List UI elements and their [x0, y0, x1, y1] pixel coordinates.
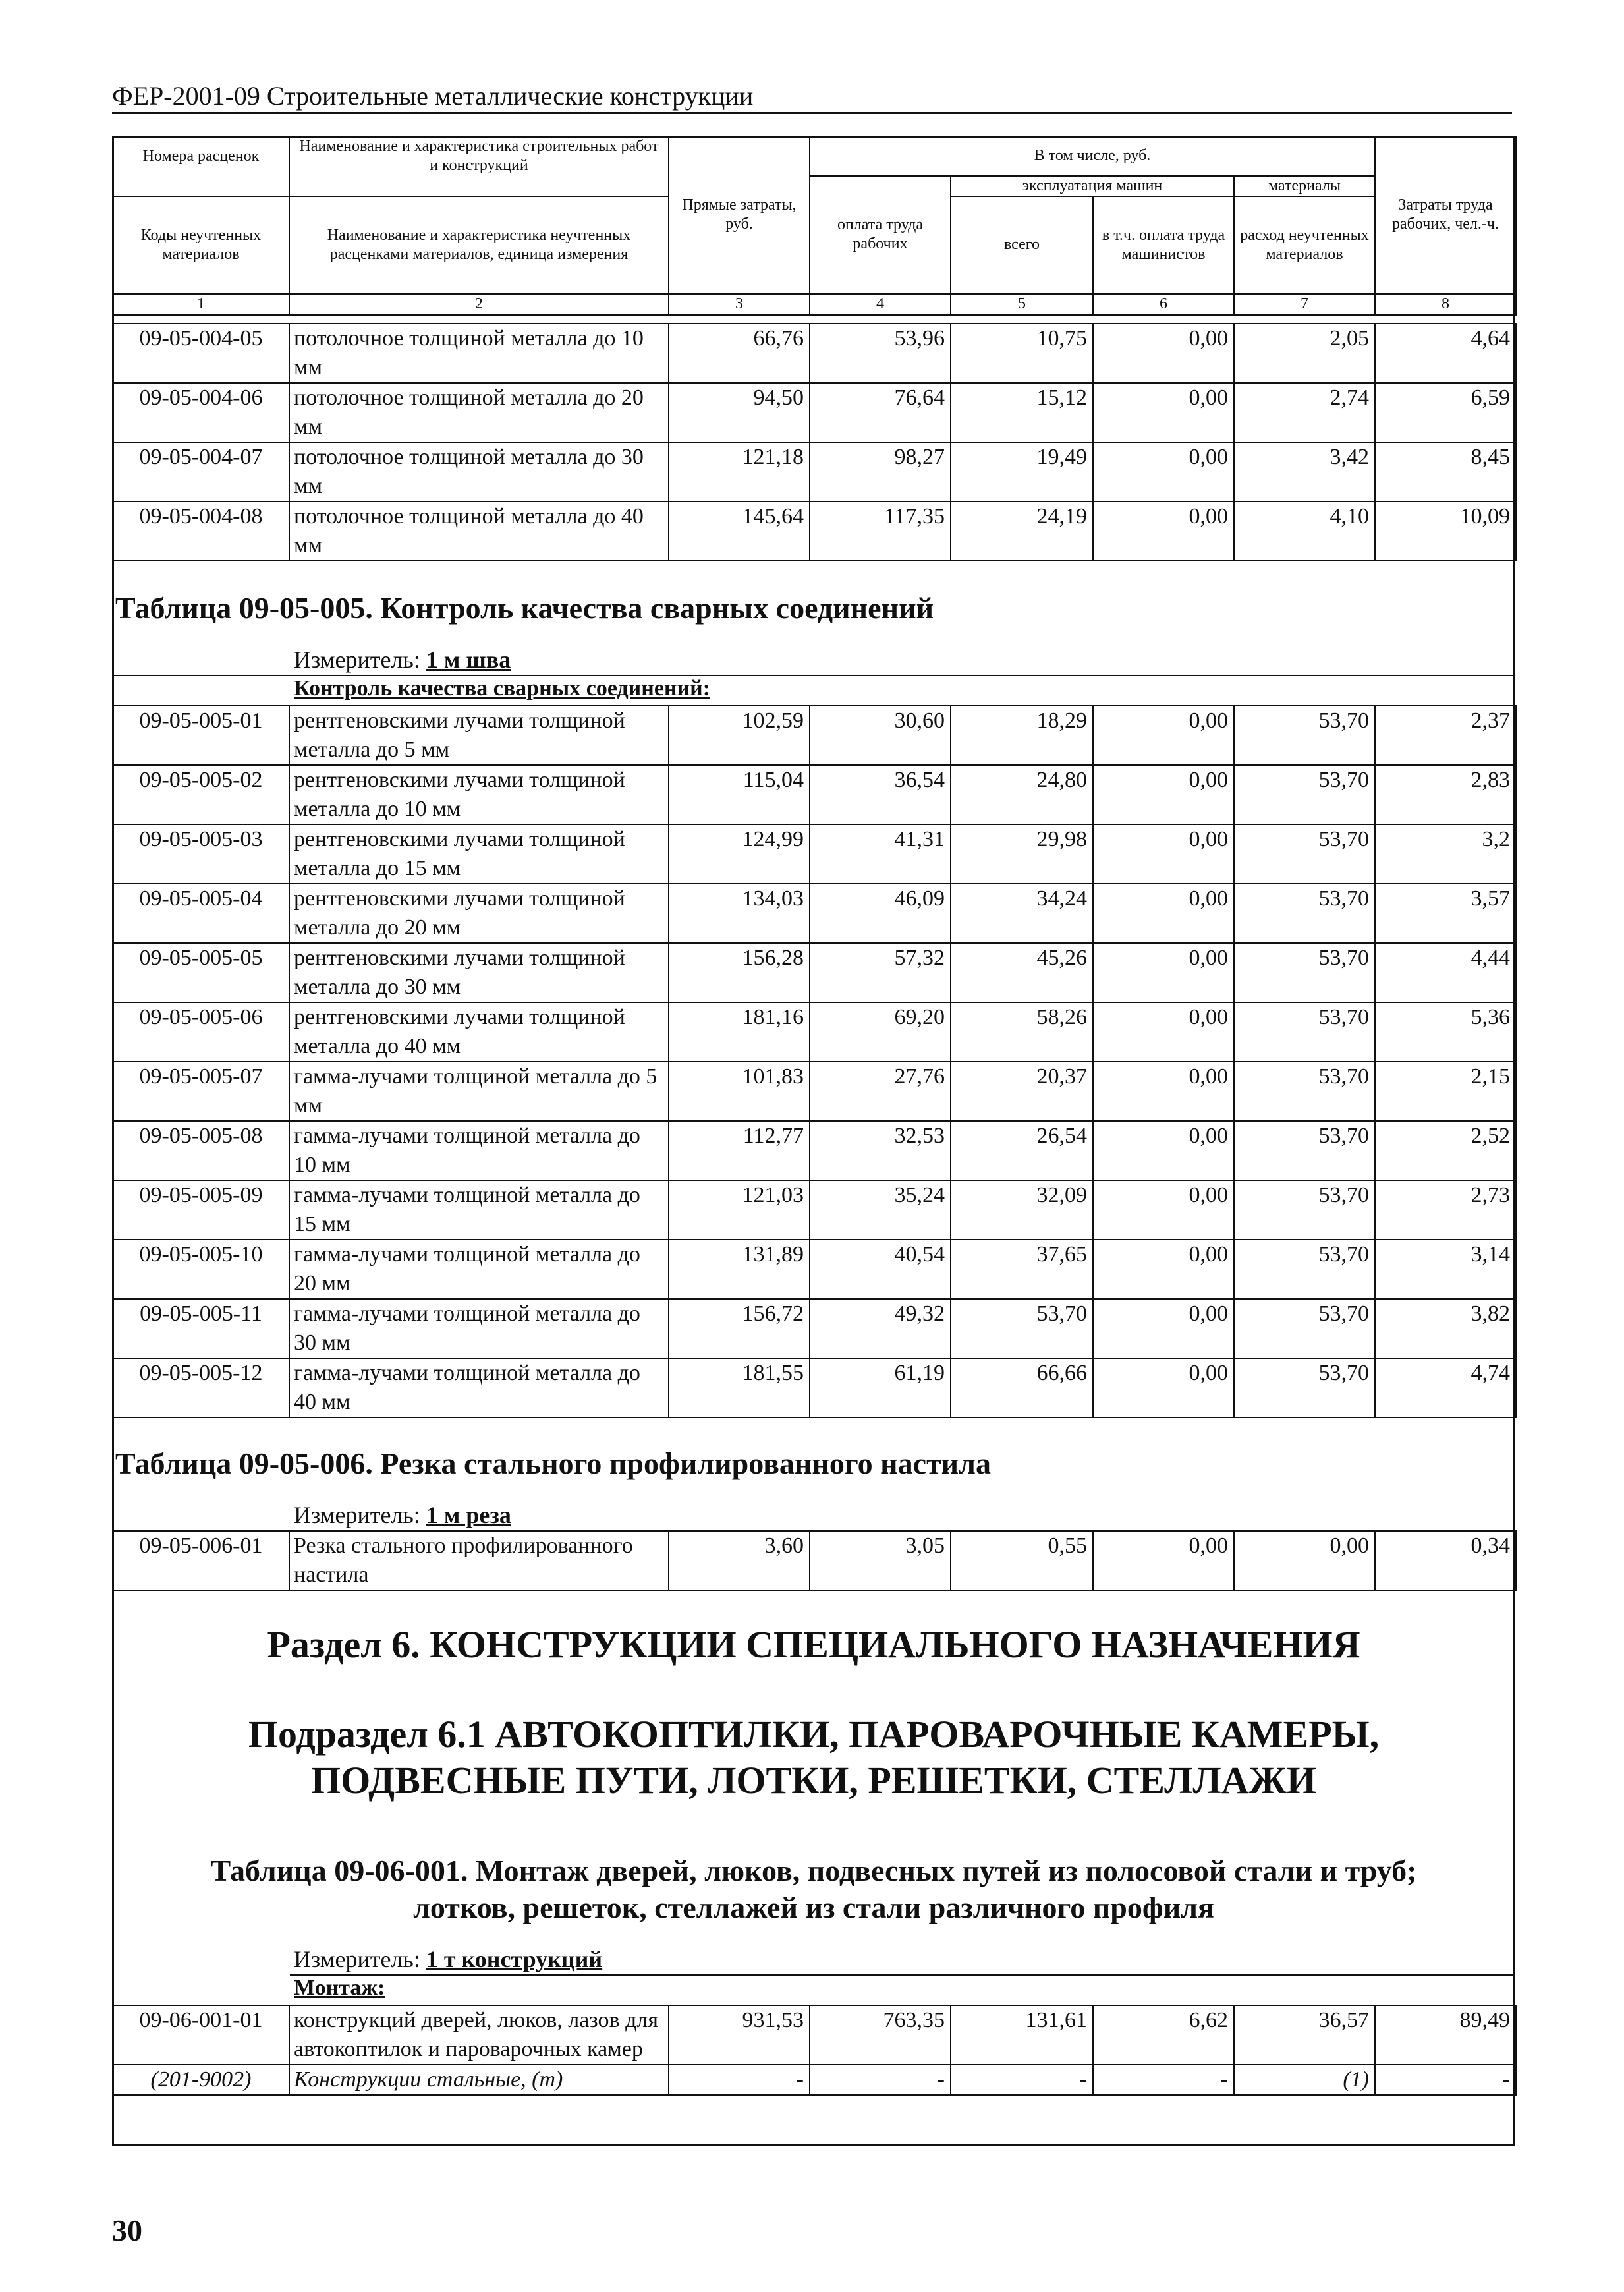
- row-machinist-pay: 0,00: [1093, 765, 1234, 824]
- row-worker-pay: 49,32: [810, 1299, 951, 1358]
- row-materials: 2,74: [1234, 383, 1375, 442]
- row-code: 09-05-006-01: [113, 1531, 289, 1590]
- row-machines-total: 18,29: [951, 706, 1093, 765]
- row-direct-cost: 121,03: [669, 1180, 810, 1240]
- row-machinist-pay: 0,00: [1093, 824, 1234, 884]
- row-name: потолочное толщиной металла до 30 мм: [289, 442, 669, 501]
- row-labor-hours: 89,49: [1375, 2005, 1516, 2065]
- row-labor-hours: 5,36: [1375, 1002, 1516, 1062]
- row-machinist-pay: 0,00: [1093, 943, 1234, 1002]
- row-labor-hours: 2,15: [1375, 1062, 1516, 1121]
- table-005-title: Таблица 09-05-005. Контроль качества сварных соединений: [115, 591, 934, 625]
- row-machinist-pay: 0,00: [1093, 1062, 1234, 1121]
- measure-label: Измеритель:: [294, 1946, 420, 1972]
- header-codes-bottom: Коды неучтенных материалов: [113, 196, 289, 294]
- row-code: 09-05-005-09: [113, 1180, 289, 1240]
- row-code: 09-05-004-05: [113, 324, 289, 383]
- row-materials: 53,70: [1234, 1002, 1375, 1062]
- table-005-group-label: Контроль качества сварных соединений:: [294, 676, 711, 701]
- row-worker-pay: 27,76: [810, 1062, 951, 1121]
- row-worker-pay: 40,54: [810, 1240, 951, 1299]
- row-name: гамма-лучами толщиной металла до 10 мм: [289, 1121, 669, 1180]
- row-materials: 2,05: [1234, 324, 1375, 383]
- row-machines-total: 24,80: [951, 765, 1093, 824]
- row-labor-hours: 3,2: [1375, 824, 1516, 884]
- row-labor-hours: 3,14: [1375, 1240, 1516, 1299]
- row-direct-cost: 66,76: [669, 324, 810, 383]
- row-machinist-pay: 0,00: [1093, 1180, 1234, 1240]
- row-name: рентгеновскими лучами толщиной металла до 15 мм: [289, 824, 669, 884]
- running-header: ФЕР-2001-09 Строительные металлические конструкции: [112, 81, 754, 111]
- measure-value: 1 м реза: [426, 1502, 511, 1528]
- material-c7: (1): [1234, 2065, 1375, 2095]
- row-machines-total: 15,12: [951, 383, 1093, 442]
- row-worker-pay: 763,35: [810, 2005, 951, 2065]
- row-labor-hours: 2,73: [1375, 1180, 1516, 1240]
- row-machines-total: 0,55: [951, 1531, 1093, 1590]
- row-machines-total: 34,24: [951, 884, 1093, 943]
- page-number: 30: [112, 2214, 142, 2247]
- row-materials: 53,70: [1234, 1240, 1375, 1299]
- row-labor-hours: 6,59: [1375, 383, 1516, 442]
- col-num: 8: [1375, 294, 1516, 315]
- page-frame: [112, 136, 1515, 2146]
- row-machinist-pay: 0,00: [1093, 1240, 1234, 1299]
- material-c8: -: [1375, 2065, 1516, 2095]
- material-c5: -: [951, 2065, 1093, 2095]
- subsection-title-line-1: Подраздел 6.1 АВТОКОПТИЛКИ, ПАРОВАРОЧНЫЕ КАМЕРЫ,: [248, 1713, 1380, 1756]
- row-worker-pay: 57,32: [810, 943, 951, 1002]
- row-materials: 53,70: [1234, 1121, 1375, 1180]
- row-direct-cost: 181,16: [669, 1002, 810, 1062]
- measure-label: Измеритель:: [294, 646, 420, 673]
- row-machines-total: 32,09: [951, 1180, 1093, 1240]
- measure-value: 1 т конструкций: [426, 1946, 603, 1972]
- row-materials: 53,70: [1234, 824, 1375, 884]
- header-codes-top: Номера расценок: [113, 136, 289, 176]
- row-machines-total: 37,65: [951, 1240, 1093, 1299]
- row-labor-hours: 4,74: [1375, 1358, 1516, 1418]
- row-materials: 36,57: [1234, 2005, 1375, 2065]
- material-code: (201-9002): [113, 2065, 289, 2095]
- header-materials: материалы: [1234, 176, 1375, 196]
- row-labor-hours: 2,52: [1375, 1121, 1516, 1180]
- row-worker-pay: 76,64: [810, 383, 951, 442]
- row-worker-pay: 35,24: [810, 1180, 951, 1240]
- row-machinist-pay: 0,00: [1093, 324, 1234, 383]
- row-worker-pay: 117,35: [810, 501, 951, 561]
- row-materials: 53,70: [1234, 765, 1375, 824]
- row-labor-hours: 8,45: [1375, 442, 1516, 501]
- header-name-bottom: Наименование и характеристика неучтенных расценками материалов, единица измерения: [289, 196, 669, 294]
- row-machines-total: 24,19: [951, 501, 1093, 561]
- row-worker-pay: 36,54: [810, 765, 951, 824]
- row-code: 09-05-005-07: [113, 1062, 289, 1121]
- row-materials: 53,70: [1234, 1299, 1375, 1358]
- row-machines-total: 29,98: [951, 824, 1093, 884]
- col-num: 3: [669, 294, 810, 315]
- row-machines-total: 20,37: [951, 1062, 1093, 1121]
- section-title: Раздел 6. КОНСТРУКЦИИ СПЕЦИАЛЬНОГО НАЗНАЧЕНИЯ: [267, 1623, 1360, 1666]
- row-machinist-pay: 0,00: [1093, 383, 1234, 442]
- table-601-group-label: Монтаж:: [294, 1976, 385, 2000]
- row-machinist-pay: 0,00: [1093, 884, 1234, 943]
- row-machinist-pay: 0,00: [1093, 1002, 1234, 1062]
- row-direct-cost: 131,89: [669, 1240, 810, 1299]
- row-direct-cost: 156,28: [669, 943, 810, 1002]
- row-name: потолочное толщиной металла до 10 мм: [289, 324, 669, 383]
- row-materials: 53,70: [1234, 706, 1375, 765]
- col-num: 1: [113, 294, 289, 315]
- row-name: гамма-лучами толщиной металла до 20 мм: [289, 1240, 669, 1299]
- row-machinist-pay: 0,00: [1093, 442, 1234, 501]
- row-machinist-pay: 0,00: [1093, 1531, 1234, 1590]
- row-direct-cost: 156,72: [669, 1299, 810, 1358]
- row-code: 09-05-005-04: [113, 884, 289, 943]
- row-direct-cost: 115,04: [669, 765, 810, 824]
- row-machinist-pay: 6,62: [1093, 2005, 1234, 2065]
- header-rule: [112, 112, 1512, 114]
- row-materials: 4,10: [1234, 501, 1375, 561]
- row-machines-total: 19,49: [951, 442, 1093, 501]
- col-num: 2: [289, 294, 669, 315]
- row-machinist-pay: 0,00: [1093, 1299, 1234, 1358]
- row-name: гамма-лучами толщиной металла до 15 мм: [289, 1180, 669, 1240]
- row-code: 09-05-005-11: [113, 1299, 289, 1358]
- row-code: 09-05-004-07: [113, 442, 289, 501]
- row-direct-cost: 112,77: [669, 1121, 810, 1180]
- row-name: рентгеновскими лучами толщиной металла до 40 мм: [289, 1002, 669, 1062]
- table-006-title: Таблица 09-05-006. Резка стального профилированного настила: [115, 1447, 991, 1480]
- row-name: рентгеновскими лучами толщиной металла до 5 мм: [289, 706, 669, 765]
- row-materials: 53,70: [1234, 943, 1375, 1002]
- row-machinist-pay: 0,00: [1093, 1358, 1234, 1418]
- header-worker-pay: оплата труда рабочих: [810, 176, 951, 294]
- row-name: конструкций дверей, люков, лазов для автокоптилок и пароварочных камер: [289, 2005, 669, 2065]
- row-materials: 53,70: [1234, 1358, 1375, 1418]
- col-num: 5: [951, 294, 1093, 315]
- row-labor-hours: 4,64: [1375, 324, 1516, 383]
- row-code: 09-05-004-08: [113, 501, 289, 561]
- header-name-top: Наименование и характеристика строительных работ и конструкций: [289, 136, 669, 176]
- row-machines-total: 66,66: [951, 1358, 1093, 1418]
- row-code: 09-05-005-10: [113, 1240, 289, 1299]
- row-code: 09-05-005-03: [113, 824, 289, 884]
- row-name: рентгеновскими лучами толщиной металла до 10 мм: [289, 765, 669, 824]
- row-materials: 53,70: [1234, 1062, 1375, 1121]
- col-num: 7: [1234, 294, 1375, 315]
- subsection-title-line-2: ПОДВЕСНЫЕ ПУТИ, ЛОТКИ, РЕШЕТКИ, СТЕЛЛАЖИ: [310, 1759, 1317, 1802]
- col-num: 4: [810, 294, 951, 315]
- row-direct-cost: 102,59: [669, 706, 810, 765]
- material-name: Конструкции стальные, (т): [289, 2065, 669, 2095]
- row-labor-hours: 3,57: [1375, 884, 1516, 943]
- row-code: 09-05-004-06: [113, 383, 289, 442]
- row-machines-total: 131,61: [951, 2005, 1093, 2065]
- row-labor-hours: 10,09: [1375, 501, 1516, 561]
- row-name: потолочное толщиной металла до 40 мм: [289, 501, 669, 561]
- row-direct-cost: 134,03: [669, 884, 810, 943]
- row-name: Резка стального профилированного настила: [289, 1531, 669, 1590]
- row-machinist-pay: 0,00: [1093, 706, 1234, 765]
- row-direct-cost: 101,83: [669, 1062, 810, 1121]
- row-worker-pay: 46,09: [810, 884, 951, 943]
- row-materials: 0,00: [1234, 1531, 1375, 1590]
- col-num: 6: [1093, 294, 1234, 315]
- material-c3: -: [669, 2065, 810, 2095]
- row-code: 09-05-005-08: [113, 1121, 289, 1180]
- measure-value: 1 м шва: [426, 646, 511, 673]
- row-machines-total: 26,54: [951, 1121, 1093, 1180]
- row-name: рентгеновскими лучами толщиной металла до 20 мм: [289, 884, 669, 943]
- material-c6: -: [1093, 2065, 1234, 2095]
- row-direct-cost: 121,18: [669, 442, 810, 501]
- row-labor-hours: 2,83: [1375, 765, 1516, 824]
- header-machines-total: всего: [951, 196, 1093, 294]
- row-code: 09-06-001-01: [113, 2005, 289, 2065]
- row-labor-hours: 4,44: [1375, 943, 1516, 1002]
- row-worker-pay: 32,53: [810, 1121, 951, 1180]
- row-code: 09-05-005-05: [113, 943, 289, 1002]
- row-machinist-pay: 0,00: [1093, 1121, 1234, 1180]
- row-labor-hours: 0,34: [1375, 1531, 1516, 1590]
- measure-label: Измеритель:: [294, 1502, 420, 1528]
- row-worker-pay: 41,31: [810, 824, 951, 884]
- header-machines: эксплуатация машин: [951, 176, 1234, 196]
- header-materials-usage: расход неучтенных материалов: [1234, 196, 1375, 294]
- row-machines-total: 58,26: [951, 1002, 1093, 1062]
- row-name: гамма-лучами толщиной металла до 40 мм: [289, 1358, 669, 1418]
- row-name: гамма-лучами толщиной металла до 30 мм: [289, 1299, 669, 1358]
- row-machinist-pay: 0,00: [1093, 501, 1234, 561]
- row-worker-pay: 61,19: [810, 1358, 951, 1418]
- row-materials: 53,70: [1234, 884, 1375, 943]
- row-name: гамма-лучами толщиной металла до 5 мм: [289, 1062, 669, 1121]
- row-code: 09-05-005-06: [113, 1002, 289, 1062]
- header-incl-group: В том числе, руб.: [810, 136, 1375, 176]
- row-machines-total: 10,75: [951, 324, 1093, 383]
- row-worker-pay: 3,05: [810, 1531, 951, 1590]
- header-direct-cost: Прямые затраты, руб.: [669, 136, 810, 294]
- header-machinist-pay: в т.ч. оплата труда машинистов: [1093, 196, 1234, 294]
- row-direct-cost: 124,99: [669, 824, 810, 884]
- row-worker-pay: 98,27: [810, 442, 951, 501]
- row-materials: 3,42: [1234, 442, 1375, 501]
- row-worker-pay: 53,96: [810, 324, 951, 383]
- row-machines-total: 53,70: [951, 1299, 1093, 1358]
- row-direct-cost: 181,55: [669, 1358, 810, 1418]
- material-c4: -: [810, 2065, 951, 2095]
- row-name: потолочное толщиной металла до 20 мм: [289, 383, 669, 442]
- row-code: 09-05-005-02: [113, 765, 289, 824]
- row-worker-pay: 30,60: [810, 706, 951, 765]
- table-601-title-line-1: Таблица 09-06-001. Монтаж дверей, люков, подвесных путей из полосовой стали и труб;: [210, 1854, 1417, 1887]
- row-name: рентгеновскими лучами толщиной металла до 30 мм: [289, 943, 669, 1002]
- row-materials: 53,70: [1234, 1180, 1375, 1240]
- row-direct-cost: 931,53: [669, 2005, 810, 2065]
- row-code: 09-05-005-12: [113, 1358, 289, 1418]
- row-worker-pay: 69,20: [810, 1002, 951, 1062]
- row-direct-cost: 94,50: [669, 383, 810, 442]
- table-601-title-line-2: лотков, решеток, стеллажей из стали различного профиля: [413, 1891, 1214, 1924]
- row-code: 09-05-005-01: [113, 706, 289, 765]
- row-labor-hours: 3,82: [1375, 1299, 1516, 1358]
- row-direct-cost: 3,60: [669, 1531, 810, 1590]
- row-machines-total: 45,26: [951, 943, 1093, 1002]
- row-labor-hours: 2,37: [1375, 706, 1516, 765]
- header-labor-hours: Затраты труда рабочих, чел.-ч.: [1375, 136, 1516, 294]
- row-direct-cost: 145,64: [669, 501, 810, 561]
